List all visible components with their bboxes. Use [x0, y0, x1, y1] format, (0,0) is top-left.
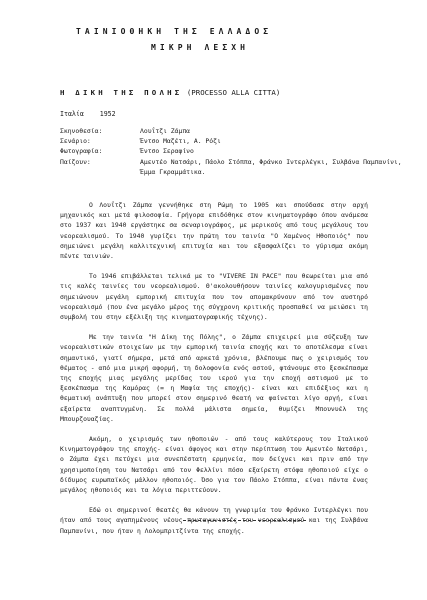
credits-list [60, 126, 410, 177]
credit-value: Λουΐτζι Ζάμπα [140, 127, 191, 135]
film-title: Η ΔΙΚΗ ΤΗΣ ΠΟΛΗΣ [60, 88, 183, 97]
credit-cast [60, 157, 410, 177]
credit-photography [60, 146, 410, 156]
credit-value: Έντσο Μαζέτι, Α. Ρόζι [140, 137, 221, 146]
film-title-line [60, 88, 280, 97]
body-paragraph: Με την ταινία "Η Δίκη της Πόλης", ο Ζάμπα επιχειρεί μια σύζευξη των νεορεαλιστικών στοιχείων με την εμπορική ταινία εποχής και το αποτέλεσμα είναι σημαντικό, γιατί σήμερα, μετά από αρκετά χρόνια, βλέπουμε πως ο χειρισμός του θέματος - από μια μικρή αφορμή, τη δολοφονία ενός αστού, φτάνουμε στο ξεσκέπασμα της εποχής μιας μεγάλης μερίδας του ιερού για την εποχή αστισμού με το ξεσκέπασμα της Καμόρας (= η Μαφία της εποχής)- είναι και επιδέξιος και η θεματική ανάπτυξη που μπορεί στον σημερινό θεατή να φαίνεται λίγο αργή, είναι εξαίρετα αναπτυγμένη. Σε πολλά μάλιστα σημεία, θυμίζει Μπουνυέλ της Μπουρζουαζίας. [60, 333, 368, 423]
film-country: Ιταλία [60, 110, 84, 118]
country-year-line [60, 110, 116, 118]
body-text [60, 200, 368, 546]
credit-value: Έντσο Σεραφίνο [140, 147, 194, 156]
archive-name: ΤΑΙΝΙΟΘΗΚΗ ΤΗΣ ΕΛΛΑΔΟΣ [76, 27, 273, 36]
credit-screenplay [60, 136, 410, 146]
club-name: ΜΙΚΡΗ ΛΕΣΧΗ [151, 43, 250, 52]
credit-label: Φωτογραφία: [60, 147, 103, 156]
dashed-divider [183, 520, 306, 521]
film-original-title: (PROCESSO ALLA CITTA) [186, 88, 281, 97]
credit-label: Παίζουν: [60, 157, 91, 166]
body-paragraph: Ακόμη, ο χειρισμός των ηθοποιών - από τους καλύτερους του Ιταλικού Κινηματογράφου της εποχής- είναι άψογος και στην περίπτωση του Αμεντέο Νατσάρι, ο Ζάμπα έχει πετύχει μια συνεπέστατη ερμηνεία, που δείχνει και πριν από την χρησιμοποίηση του Νατσάρι από τον Φελλίνι πόσο εξαίρετη στόφα ηθοποιού είχε ο δίδυμος ευρωπαϊκός μάλλον ηθοποιός. Όσο για τον Πάολο Στόππα, είναι πάντα ένας μεγάλος ηθοποιός και τα λόγια περιττεύουν. [60, 435, 368, 495]
credit-director [60, 126, 410, 136]
credit-label: Σκηνοθεσία: [60, 127, 103, 135]
body-paragraph: Εδώ οι σημερινοί θεατές θα κάνουν τη γνωριμία του Φράνκο Ιντερλέγκι που ήταν από τους αγαπημένους νέους πρωταγωνιστές του νεορεαλισμού και της Συλβάνα Παμπανίνι, που ήταν η Λολομπριτζίντα της εποχής. [60, 506, 368, 535]
body-paragraph: Ο Λουΐτζι Ζάμπα γεννήθηκε στη Ρώμη το 1905 και σπούδασε στην αρχή μηχανικός και μετά φιλοσοφία. Γρήγορα επιδόθηκε στον κινηματογράφο όπου ανάμεσα στο 1937 και 1940 εργάστηκε σα σεναριογράφος, με μερικούς από τους μεγάλους του νεορεαλισμού. Το 1940 γυρίζει την πρώτη του ταινία "Ο Χαμένος Ηθοποιός" που σημειώνει μεγάλη καλλιτεχνική επιτυχία και του εξασφαλίζει το γύρισμα ακόμη πέντε ταινιών. [60, 201, 368, 261]
credit-label: Σενάριο: [60, 137, 91, 146]
credit-value: Αμεντέο Νατσάρι, Πάολο Στόππα, Φράνκο Ιντερλέγκι, Συλβάνα Παμπανίνι, Έμμα Γκραμμάτικα. [140, 157, 402, 176]
body-paragraph: Το 1946 επιβάλλεται τελικά με το "VIVERE IN PACE" που θεωρείται μια από τις καλές ταινίες του νεορεαλισμού. Θ'ακολουθήσουν ταινίες καλογυρισμένες που σημειώνουν μεγάλη εμπορική επιτυχία που τον απομακρύνουν από τον αυστηρό νεορεαλισμό (που ένα μεγάλο μέρος της σύγχρονη κριτικής προσπαθεί να μειώσει τη συμβολή του στην εξέλιξη της κινηματογραφικής τέχνης). [60, 272, 368, 322]
film-year: 1952 [99, 110, 116, 118]
